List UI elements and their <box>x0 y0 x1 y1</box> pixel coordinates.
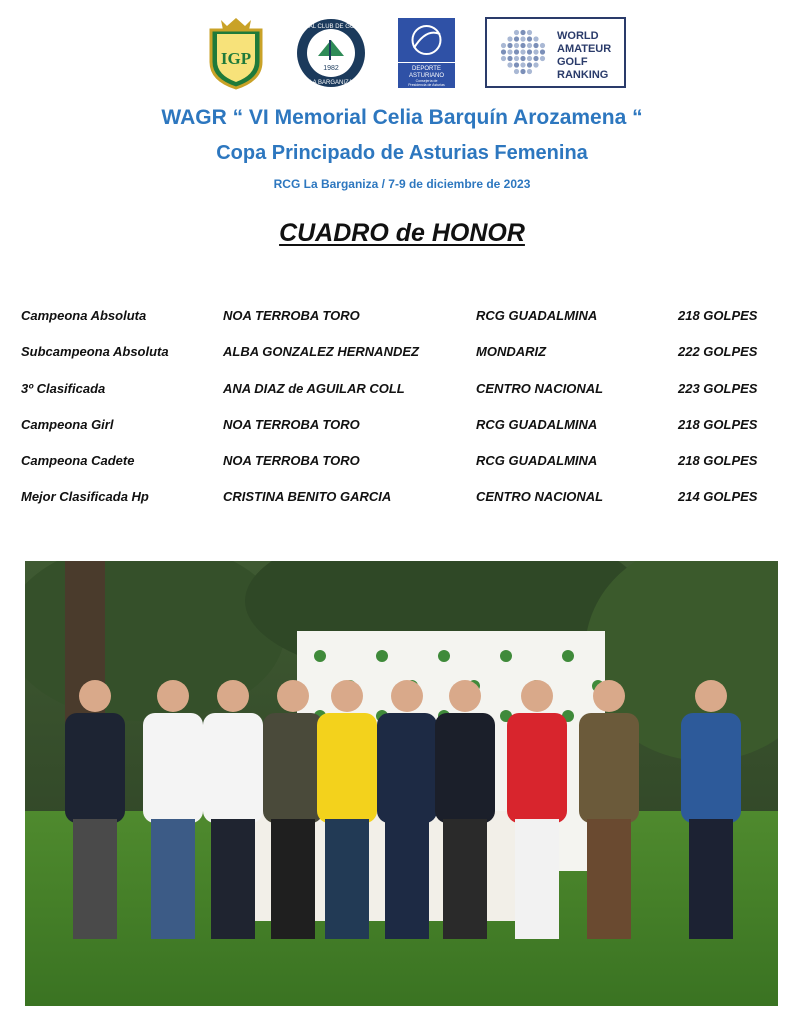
svg-text:LA BARGANIZA: LA BARGANIZA <box>309 80 353 86</box>
event-subtitle: Copa Principado de Asturias Femenina <box>216 142 588 164</box>
svg-text:ASTURIANO: ASTURIANO <box>408 73 445 79</box>
svg-text:DEPORTE: DEPORTE <box>412 66 441 72</box>
rcg-la-barganiza-logo <box>296 16 366 90</box>
svg-text:1982: 1982 <box>323 65 339 72</box>
result-row <box>0 308 804 328</box>
score: 218 GOLPES <box>678 417 758 432</box>
result-row <box>0 417 804 437</box>
result-row <box>0 381 804 401</box>
club: RCG GUADALMINA <box>476 308 598 323</box>
score: 223 GOLPES <box>678 381 758 396</box>
award-ceremony-photo <box>25 561 778 1006</box>
player: ANA DIAZ de AGUILAR COLL <box>223 381 405 396</box>
category: Mejor Clasificada Hp <box>21 489 149 504</box>
club: MONDARIZ <box>476 344 547 359</box>
svg-text:AMATEUR: AMATEUR <box>557 43 612 55</box>
score: 218 GOLPES <box>678 453 758 468</box>
club: CENTRO NACIONAL <box>476 381 604 396</box>
club: CENTRO NACIONAL <box>476 489 604 504</box>
category: Campeona Girl <box>21 417 114 432</box>
world-amateur-golf-ranking-logo <box>485 17 626 88</box>
result-row <box>0 489 804 509</box>
score: 218 GOLPES <box>678 308 758 323</box>
event-title: WAGR “ VI Memorial Celia Barquín Arozamena “ <box>161 106 643 129</box>
category: Campeona Absoluta <box>21 308 147 323</box>
svg-text:WORLD: WORLD <box>557 30 599 42</box>
result-row <box>0 344 804 364</box>
result-row <box>0 453 804 473</box>
category: Subcampeona Absoluta <box>21 344 169 359</box>
category: Campeona Cadete <box>21 453 135 468</box>
club: RCG GUADALMINA <box>476 417 598 432</box>
category: 3º Clasificada <box>21 381 106 396</box>
section-title: CUADRO de HONOR <box>279 219 525 247</box>
svg-text:Presidencia de Asturias: Presidencia de Asturias <box>408 83 445 87</box>
player: NOA TERROBA TORO <box>223 453 360 468</box>
club: RCG GUADALMINA <box>476 453 598 468</box>
player: ALBA GONZALEZ HERNANDEZ <box>223 344 419 359</box>
venue-dates: RCG La Barganiza / 7-9 de diciembre de 2023 <box>273 177 531 191</box>
svg-text:Consejería de: Consejería de <box>415 79 438 83</box>
svg-text:GOLF: GOLF <box>557 56 588 68</box>
igp-logo <box>205 16 267 90</box>
player: CRISTINA BENITO GARCIA <box>223 489 392 504</box>
deporte-asturiano-logo <box>398 18 455 88</box>
score: 214 GOLPES <box>678 489 758 504</box>
player: NOA TERROBA TORO <box>223 417 360 432</box>
svg-text:IGP: IGP <box>220 49 252 68</box>
player: NOA TERROBA TORO <box>223 308 360 323</box>
svg-text:RANKING: RANKING <box>557 69 609 81</box>
score: 222 GOLPES <box>678 344 758 359</box>
svg-text:REAL CLUB DE GOLF: REAL CLUB DE GOLF <box>300 24 362 30</box>
